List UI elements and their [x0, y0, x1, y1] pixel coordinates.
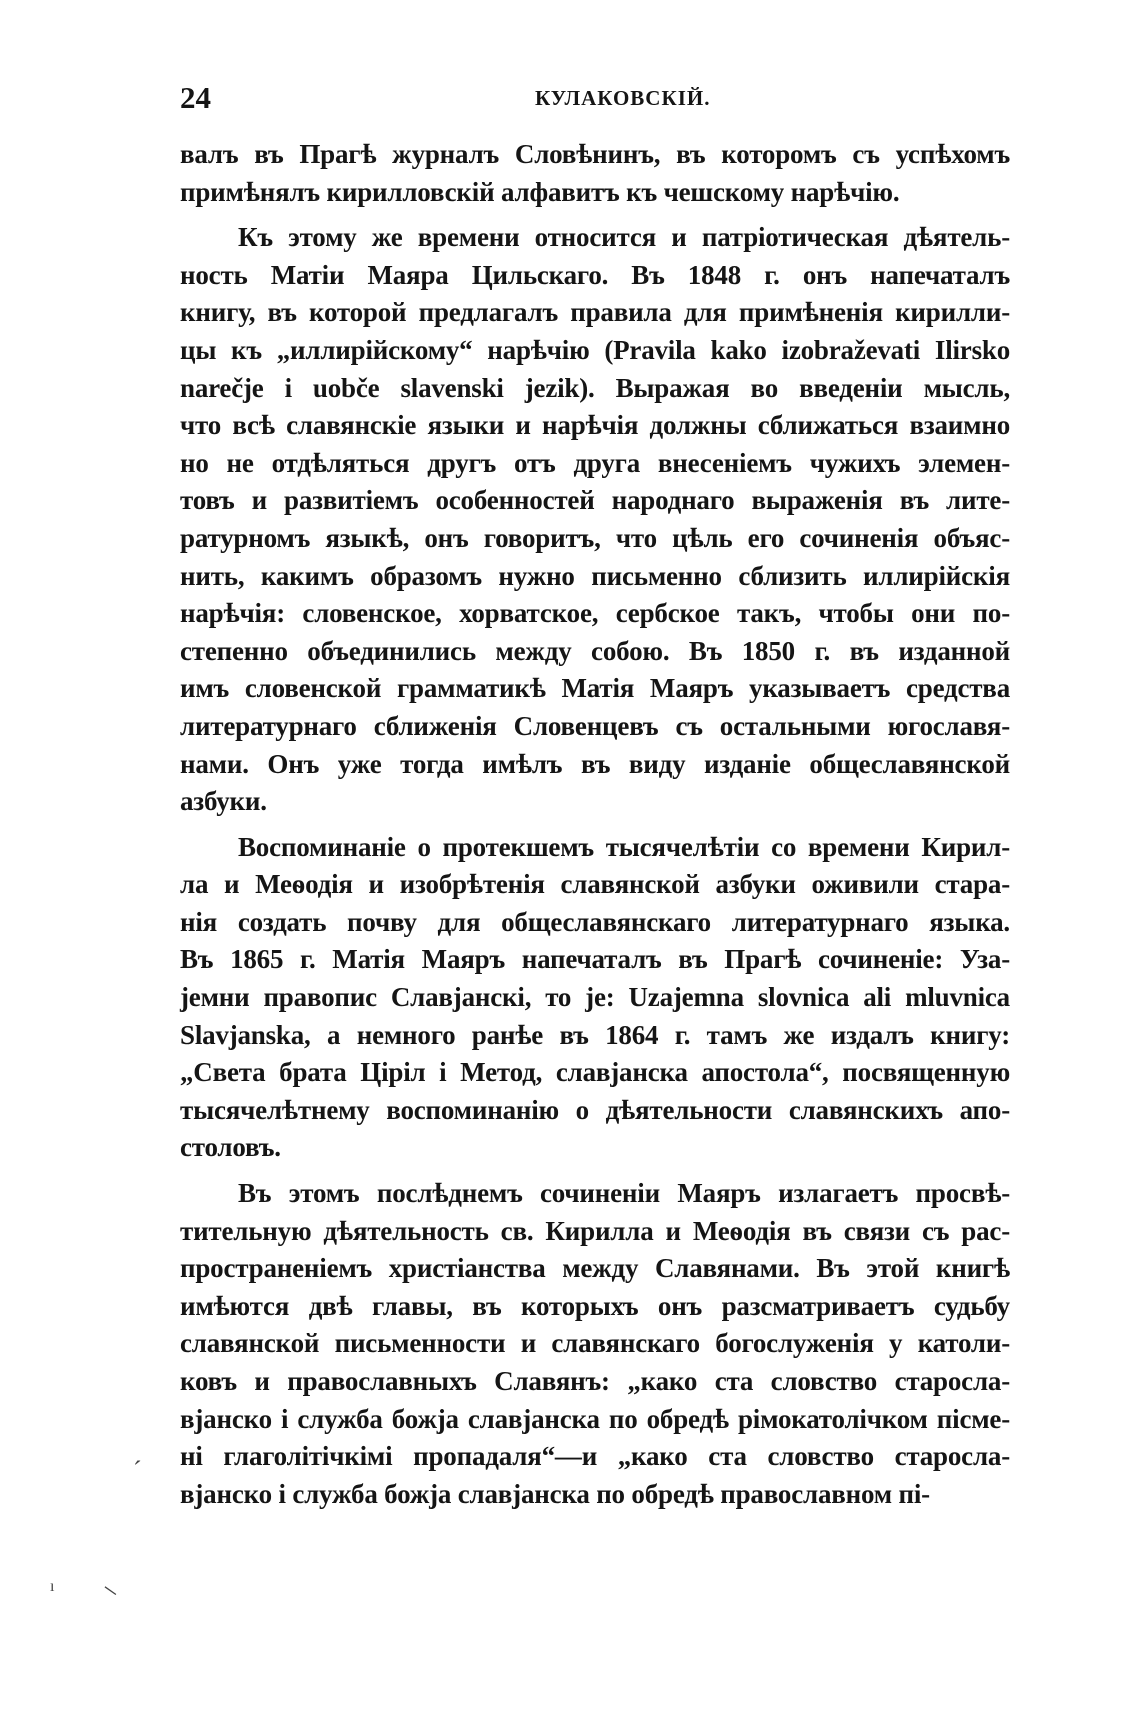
paragraph-gap	[180, 1167, 1010, 1175]
text-line: столовъ.	[180, 1132, 281, 1163]
paragraph	[180, 219, 1010, 821]
paragraph	[180, 1175, 1010, 1513]
text-line: нами. Онъ уже тогда имѣлъ въ виду изданіе общеславянской	[180, 748, 1010, 779]
text-line: „Света брата Ціріл і Метод, славјанска апостола“, посвященную	[180, 1057, 1010, 1088]
text-line: книгу, въ которой предлагалъ правила для примѣненія кирилли-	[180, 297, 1010, 328]
margin-mark: ˊ	[133, 1456, 142, 1485]
text-line: ні глаголітічкімі пропадаля“—и „како ста словство старосла-	[180, 1441, 1010, 1472]
text-line: тысячелѣтнему воспоминанію о дѣятельности славянскихъ апо-	[180, 1094, 1010, 1125]
text-line: товъ и развитіемъ особенностей народнаго выраженія въ лите-	[180, 485, 1010, 516]
text-line: Воспоминаніе о протекшемъ тысячелѣтіи со времени Кирил-	[238, 831, 1010, 862]
text-line: славянской письменности и славянскаго богослуженія у католи-	[180, 1328, 1010, 1359]
text-line: ность Матіи Маяра Цильскаго. Въ 1848 г. онъ напечаталъ	[180, 259, 1010, 290]
text-line: Къ этому же времени относится и патріотическая дѣятель-	[238, 222, 1010, 253]
running-head: КУЛАКОВСКІЙ.	[535, 86, 711, 110]
text-line: ковъ и православныхъ Славянъ: „како ста словство старосла-	[180, 1366, 1010, 1396]
text-line: примѣнялъ кирилловскій алфавитъ къ чешскому нарѣчію.	[180, 176, 900, 207]
text-line: Въ 1865 г. Матія Маяръ напечаталъ въ Прагѣ сочиненіе: Уза-	[180, 944, 1010, 975]
text-line: јемни правопис Славјанскі, то је: Uzajemna slovnica ali mluvnica	[180, 982, 1010, 1013]
margin-mark: ı	[50, 1578, 55, 1595]
text-line: ла и Меѳодія и изобрѣтенія славянской азбуки оживили стара-	[180, 869, 1010, 900]
text-line: литературнаго сближенія Словенцевъ съ остальными югославя-	[180, 710, 1010, 741]
paragraph-gap	[180, 821, 1010, 829]
text-line: валъ въ Прагѣ журналъ Словѣнинъ, въ которомъ съ успѣхомъ	[180, 139, 1010, 169]
text-line: имъ словенской грамматикѣ Матія Маяръ указываетъ средства	[180, 673, 1010, 704]
text-line: narečje i uobče slavenski jezik). Выражая во введеніи мысль,	[180, 372, 1010, 403]
text-line: имѣются двѣ главы, въ которыхъ онъ разсматриваетъ судьбу	[180, 1290, 1010, 1321]
text-line: вјанско і служба божја славјанска по обредѣ рімокатолічком пісме-	[180, 1403, 1010, 1434]
paragraph	[180, 136, 1010, 211]
text-line: нить, какимъ образомъ нужно письменно сблизить иллирійскія	[180, 560, 1010, 591]
text-line: цы къ „иллирійскому“ нарѣчію (Pravila kako izobraževati Ilirsko	[180, 334, 1010, 365]
text-line: Slavjanska, а немного ранѣе въ 1864 г. тамъ же издалъ книгу:	[180, 1019, 1010, 1050]
page-header	[180, 80, 1010, 120]
text-line: Въ этомъ послѣднемъ сочиненіи Маяръ излагаетъ просвѣ-	[238, 1178, 1010, 1209]
paragraph-gap	[180, 211, 1010, 219]
text-line: что всѣ славянскіе языки и нарѣчія должны сближаться взаимно	[180, 410, 1010, 441]
text-line: но не отдѣляться другъ отъ друга внесеніемъ чужихъ элемен-	[180, 447, 1010, 478]
text-line: ратурномъ языкѣ, онъ говоритъ, что цѣль его сочиненія объяс-	[180, 522, 1010, 553]
text-line: вјанско і служба божја славјанска по обредѣ православном пі-	[180, 1478, 930, 1509]
text-line: пространеніемъ христіанства между Славянами. Въ этой книгѣ	[180, 1253, 1010, 1284]
body-text	[180, 136, 1010, 1513]
text-line: азбуки.	[180, 786, 267, 817]
text-line: степенно объединились между собою. Въ 1850 г. въ изданной	[180, 635, 1010, 666]
text-line: нія создать почву для общеславянскаго литературнаго языка.	[180, 906, 1010, 937]
margin-mark: –	[98, 1572, 126, 1605]
paragraph	[180, 829, 1010, 1167]
text-line: нарѣчія: словенское, хорватское, сербское такъ, чтобы они по-	[180, 598, 1010, 629]
text-line: тительную дѣятельность св. Кирилла и Меѳодія въ связи съ рас-	[180, 1215, 1010, 1246]
page-number: 24	[180, 80, 211, 115]
